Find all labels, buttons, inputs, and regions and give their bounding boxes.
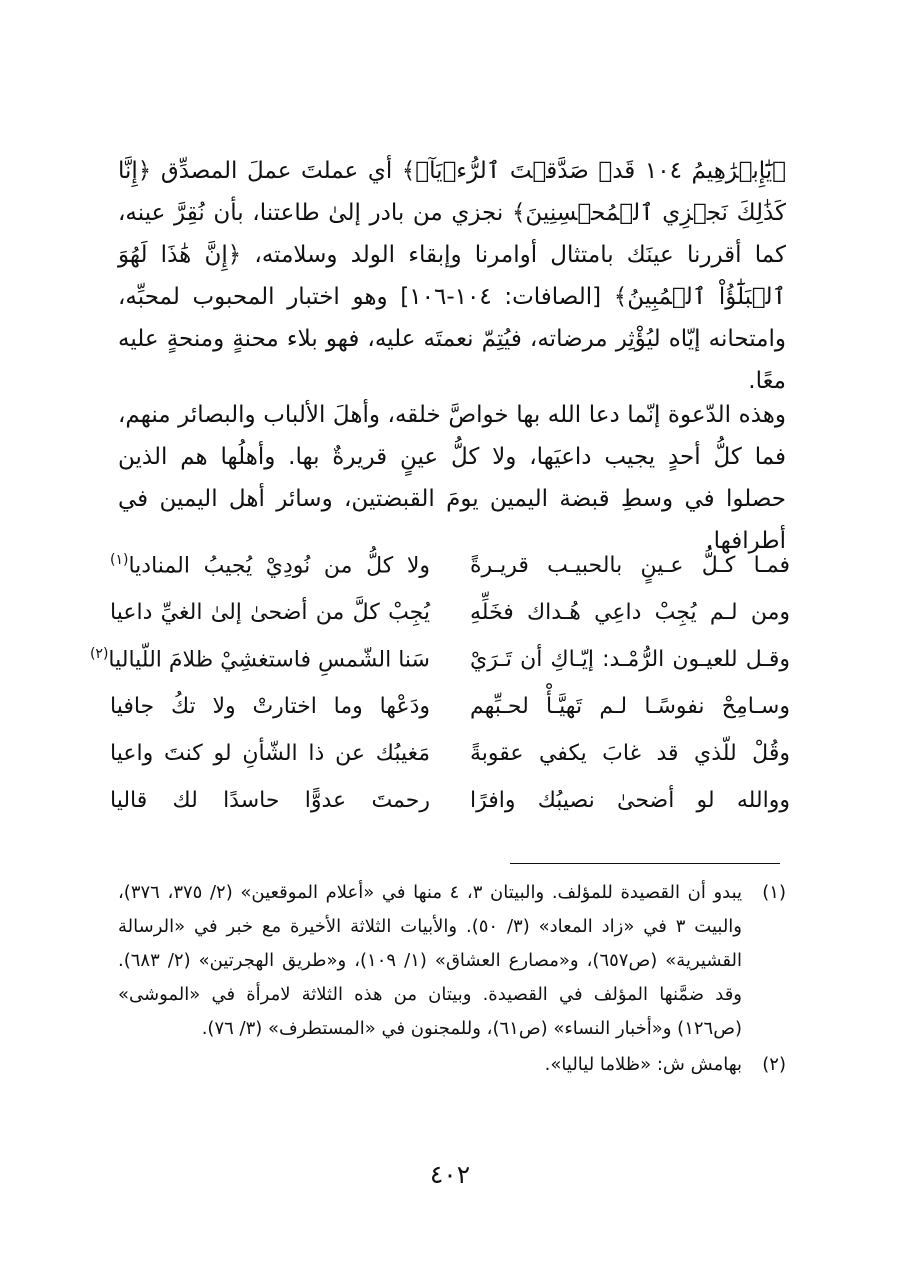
verse-4-first-hemistich: وسـامِحْ نفوسًـا لـم تَهيَّـأْ لحـبِّهم (470, 694, 790, 719)
paragraph-1: ﴿يَٰٓإِبۡرَٰهِيمُ ١٠٤ قَدۡ صَدَّقۡتَ ٱلرُّءۡيَآۚ﴾ أي عملتَ عملَ المصدِّق ﴿إِنَّا كَذَٰلِكَ نَجۡزِي ٱلۡمُحۡسِنِينَ﴾ نجزي من بادر إلىٰ طاعتنا، بأن نُقِرَّ عينه، كما أقررنا عينَك بامتثال أوامرنا وإبقاء الولد وسلامته، ﴿إِنَّ هَٰذَا لَهُوَ ٱلۡبَلَٰٓؤُاْ ٱلۡمُبِينُ﴾ [الصافات: ١٠٤-١٠٦] وهو اختبار المحبوب لمحبِّه، وامتحانه إيّاه ليُؤْثِر مرضاته، فيُتِمّ نعمتَه عليه، فهو بلاء محنةٍ ومنحةٍ عليه معًا. (118, 158, 786, 394)
footnote-1-text: يبدو أن القصيدة للمؤلف. والبيتان ٣، ٤ منها في «أعلام الموقعين» (٢/ ٣٧٥، ٣٧٦)، والبيت ٣ في «زاد المعاد» (٣/ ٥٠). والأبيات الثلاثة الأخيرة مع خبر في «الرسالة القشيرية» (ص٦٥٧)، و«مصارع العشاق» (١/ ١٠٩)، و«طريق الهجرتين» (٢/ ٦٨٣). وقد ضمَّنها المؤلف في القصيدة. وبيتان من هذه الثلاثة لامرأة في «الموشى» (ص١٢٦) و«أخبار النساء» (ص٦١)، وللمجنون في «المستطرف» (٣/ ٧٦). (118, 882, 743, 1039)
verse-line-4 (110, 683, 790, 730)
footnote-1-number: (١) (762, 882, 786, 903)
page-number: ٤٠٢ (429, 1160, 471, 1189)
verse-4-second-hemistich: ودَعْها وما اختارتْ ولا تكُ جافيا (110, 694, 430, 719)
footnotes (118, 876, 786, 1084)
footnote-marker-1: (١) (110, 552, 129, 569)
footnote-1 (118, 876, 786, 1046)
verse-5-first-hemistich: وقُلْ للّذي قد غابَ يكفي عقوبةً (470, 741, 790, 766)
verse-1-second-text: ولا كلُّ من نُودِيْ يُجيبُ المناديا (128, 553, 430, 579)
verse-1-first-hemistich: فمـا كـلُّ عـينٍ بالحبيـب قريـرةً (470, 553, 790, 578)
verse-5-second-hemistich: مَغيبُك عن ذا الشّأنِ لو كنتَ واعيا (110, 741, 430, 766)
verse-3-second-text: سَنا الشّمسِ فاستغشِيْ ظلامَ اللّياليا (108, 647, 430, 673)
footnote-2 (118, 1048, 786, 1082)
verse-1-second-hemistich (110, 552, 430, 578)
verse-line-3 (89, 636, 790, 683)
verse-line-2 (110, 589, 790, 636)
verse-2-first-hemistich: ومن لـم يُجِبْ داعِي هُـداك فخَلِّهِ (470, 600, 790, 625)
footnote-2-number: (٢) (762, 1054, 786, 1075)
verse-6-first-hemistich: ووالله لو أضحىٰ نصيبُك وافرًا (470, 788, 790, 813)
poem (89, 542, 790, 824)
verse-3-second-hemistich (89, 646, 430, 673)
verse-6-second-hemistich: رحمتَ عدوًّا حاسدًا لك قاليا (110, 788, 430, 813)
footnote-separator (510, 863, 780, 864)
footnote-marker-2: (٢) (89, 646, 109, 663)
paragraph-2: وهذه الدّعوة إنّما دعا الله بها خواصَّ خلقه، وأهلَ الألباب والبصائر منهم، فما كلُّ أحدٍ يجيب داعيَها، ولا كلُّ عينٍ قريرةٌ بها. وأهلُها هم الذين حصلوا في وسطِ قبضة اليمين يومَ القبضتين، وسائر أهل اليمين في أطرافها. (118, 402, 786, 554)
verse-2-second-hemistich: يُجِبْ كلَّ من أضحىٰ إلىٰ الغيِّ داعيا (110, 600, 430, 625)
verse-3-first-hemistich: وقـل للعيـون الرُّمْـد: إيّـاكِ أن تَـرَيْ (470, 647, 790, 672)
verse-line-6 (110, 777, 790, 824)
verse-line-1 (110, 542, 790, 589)
verse-line-5 (110, 730, 790, 777)
footnote-2-text: بهامش ش: «ظلاما لياليا». (544, 1054, 742, 1075)
